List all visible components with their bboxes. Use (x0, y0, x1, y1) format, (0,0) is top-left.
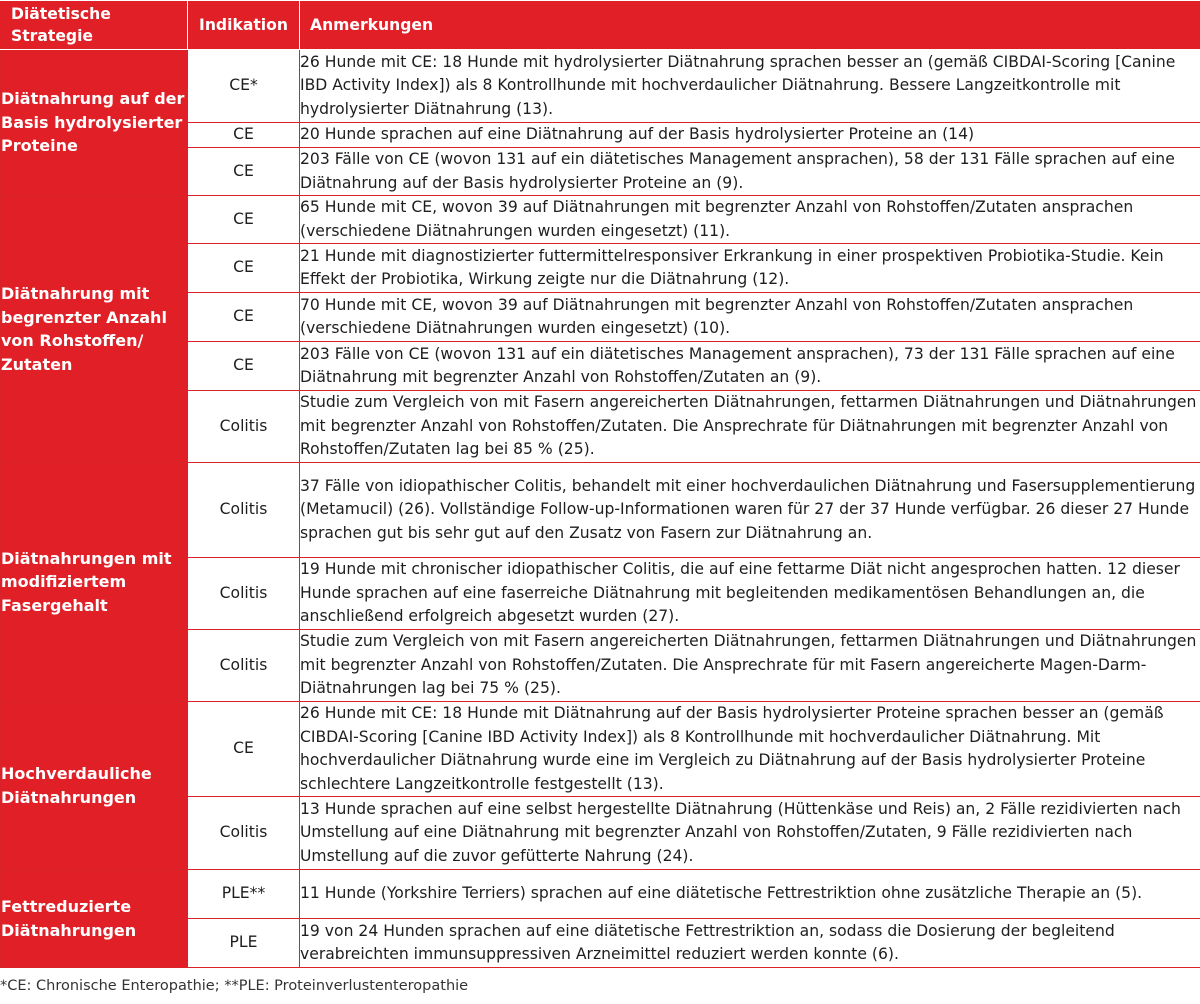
indication-cell: CE (188, 148, 300, 196)
table-footnote: *CE: Chronische Enteropathie; **PLE: Proteinverlustenteropathie (0, 978, 469, 994)
strategy-cell: Diätnahrungen mit modifiziertem Fasergehalt (1, 463, 188, 702)
indication-cell: PLE (188, 919, 300, 968)
table-row (1, 463, 1200, 558)
table-row (1, 50, 1200, 123)
indication-cell: CE (188, 342, 300, 391)
indication-cell: Colitis (188, 391, 300, 463)
note-cell: Studie zum Vergleich von mit Fasern angereicherten Diätnahrungen, fettarmen Diätnahrungen und Diätnahrungen mit begrenzter Anzahl von Rohstoffen/Zutaten. Die Ansprechrate für mit Fasern angereicherte Magen-Darm-Diätnahrungen lag bei 75 % (25). (300, 630, 1200, 702)
note-cell: 37 Fälle von idiopathischer Colitis, behandelt mit einer hochverdaulichen Diätnahrung und Fasersupplementierung (Metamucil) (26). Vollständige Follow-up-Informationen waren für 27 der 37 Hunde verfügbar. 26 dieser 27 Hunde sprachen gut bis sehr gut auf den Zusatz von Fasern zur Diätnahrung an. (300, 463, 1200, 558)
header-strategy: Diätetische Strategie (1, 1, 188, 50)
header-notes: Anmerkungen (300, 1, 1200, 50)
note-cell: Studie zum Vergleich von mit Fasern angereicherten Diätnahrungen, fettarmen Diätnahrungen und Diätnahrungen mit begrenzter Anzahl von Rohstoffen/Zutaten. Die Ansprechrate für Diätnahrungen mit begrenzter Anzahl von Rohstoffen/Zutaten lag bei 85 % (25). (300, 391, 1200, 463)
indication-cell: CE (188, 293, 300, 342)
table-row (1, 196, 1200, 244)
table-row (1, 702, 1200, 797)
note-cell: 11 Hunde (Yorkshire Terriers) sprachen auf eine diätetische Fettrestriktion ohne zusätzliche Therapie an (5). (300, 870, 1200, 919)
indication-cell: CE (188, 244, 300, 293)
header-indication: Indikation (188, 1, 300, 50)
strategy-cell: Diätnahrung auf der Basis hydrolysierter Proteine (1, 50, 188, 196)
note-cell: 21 Hunde mit diagnostizierter futtermittelresponsiver Erkrankung in einer prospektiven Probiotika-Studie. Kein Effekt der Probiotika, Wirkung zeigte nur die Diätnahrung (12). (300, 244, 1200, 293)
table-row (1, 870, 1200, 919)
indication-cell: Colitis (188, 630, 300, 702)
note-cell: 20 Hunde sprachen auf eine Diätnahrung auf der Basis hydrolysierter Proteine an (14) (300, 123, 1200, 148)
note-cell: 203 Fälle von CE (wovon 131 auf ein diätetisches Management ansprachen), 73 der 131 Fälle sprachen auf eine Diätnahrung mit begrenzter Anzahl von Rohstoffen/Zutaten an (9). (300, 342, 1200, 391)
indication-cell: Colitis (188, 797, 300, 870)
note-cell: 26 Hunde mit CE: 18 Hunde mit Diätnahrung auf der Basis hydrolysierter Proteine sprachen besser an (gemäß CIBDAI-Scoring [Canine IBD Activity Index]) als 8 Kontrollhunde mit hochverdaulicher Diätnahrung. Mit hochverdaulicher Diätnahrung wurde eine im Vergleich zu Diätnahrung auf der Basis hydrolysierter Proteine schlechtere Langzeitkontrolle festgestellt (13). (300, 702, 1200, 797)
indication-cell: PLE** (188, 870, 300, 919)
strategy-cell: Hochverdauliche Diätnahrungen (1, 702, 188, 870)
note-cell: 19 Hunde mit chronischer idiopathischer Colitis, die auf eine fettarme Diät nicht angesprochen hatten. 12 dieser Hunde sprachen auf eine faserreiche Diätnahrung mit begleitenden medikamentösen Behandlungen an, die anschließend erfolgreich abgesetzt wurden (27). (300, 558, 1200, 630)
strategy-cell: Fettreduzierte Diätnahrungen (1, 870, 188, 968)
note-cell: 203 Fälle von CE (wovon 131 auf ein diätetisches Management ansprachen), 58 der 131 Fälle sprachen auf eine Diätnahrung auf der Basis hydrolysierter Proteine an (9). (300, 148, 1200, 196)
note-cell: 26 Hunde mit CE: 18 Hunde mit hydrolysierter Diätnahrung sprachen besser an (gemäß CIBDAI-Scoring [Canine IBD Activity Index]) als 8 Kontrollhunde mit hochverdaulicher Diätnahrung. Bessere Langzeitkontrolle mit hydrolysierter Diätnahrung (13). (300, 50, 1200, 123)
note-cell: 65 Hunde mit CE, wovon 39 auf Diätnahrungen mit begrenzter Anzahl von Rohstoffen/Zutaten ansprachen (verschiedene Diätnahrungen wurden eingesetzt) (11). (300, 196, 1200, 244)
note-cell: 13 Hunde sprachen auf eine selbst hergestellte Diätnahrung (Hüttenkäse und Reis) an, 2 Fälle rezidivierten nach Umstellung auf eine Diätnahrung mit begrenzter Anzahl von Rohstoffen/Zutaten, 9 Fälle rezidivierten nach Umstellung auf die zuvor gefütterte Nahrung (24). (300, 797, 1200, 870)
indication-cell: CE (188, 196, 300, 244)
table-header-row (1, 1, 1200, 50)
strategy-cell: Diätnahrung mit begrenzter Anzahl von Rohstoffen/ Zutaten (1, 196, 188, 463)
indication-cell: Colitis (188, 463, 300, 558)
indication-cell: CE* (188, 50, 300, 123)
indication-cell: CE (188, 123, 300, 148)
note-cell: 19 von 24 Hunden sprachen auf eine diätetische Fettrestriktion an, sodass die Dosierung der begleitend verabreichten immunsuppressiven Arzneimittel reduziert werden konnte (6). (300, 919, 1200, 968)
indication-cell: Colitis (188, 558, 300, 630)
note-cell: 70 Hunde mit CE, wovon 39 auf Diätnahrungen mit begrenzter Anzahl von Rohstoffen/Zutaten ansprachen (verschiedene Diätnahrungen wurden eingesetzt) (10). (300, 293, 1200, 342)
indication-cell: CE (188, 702, 300, 797)
